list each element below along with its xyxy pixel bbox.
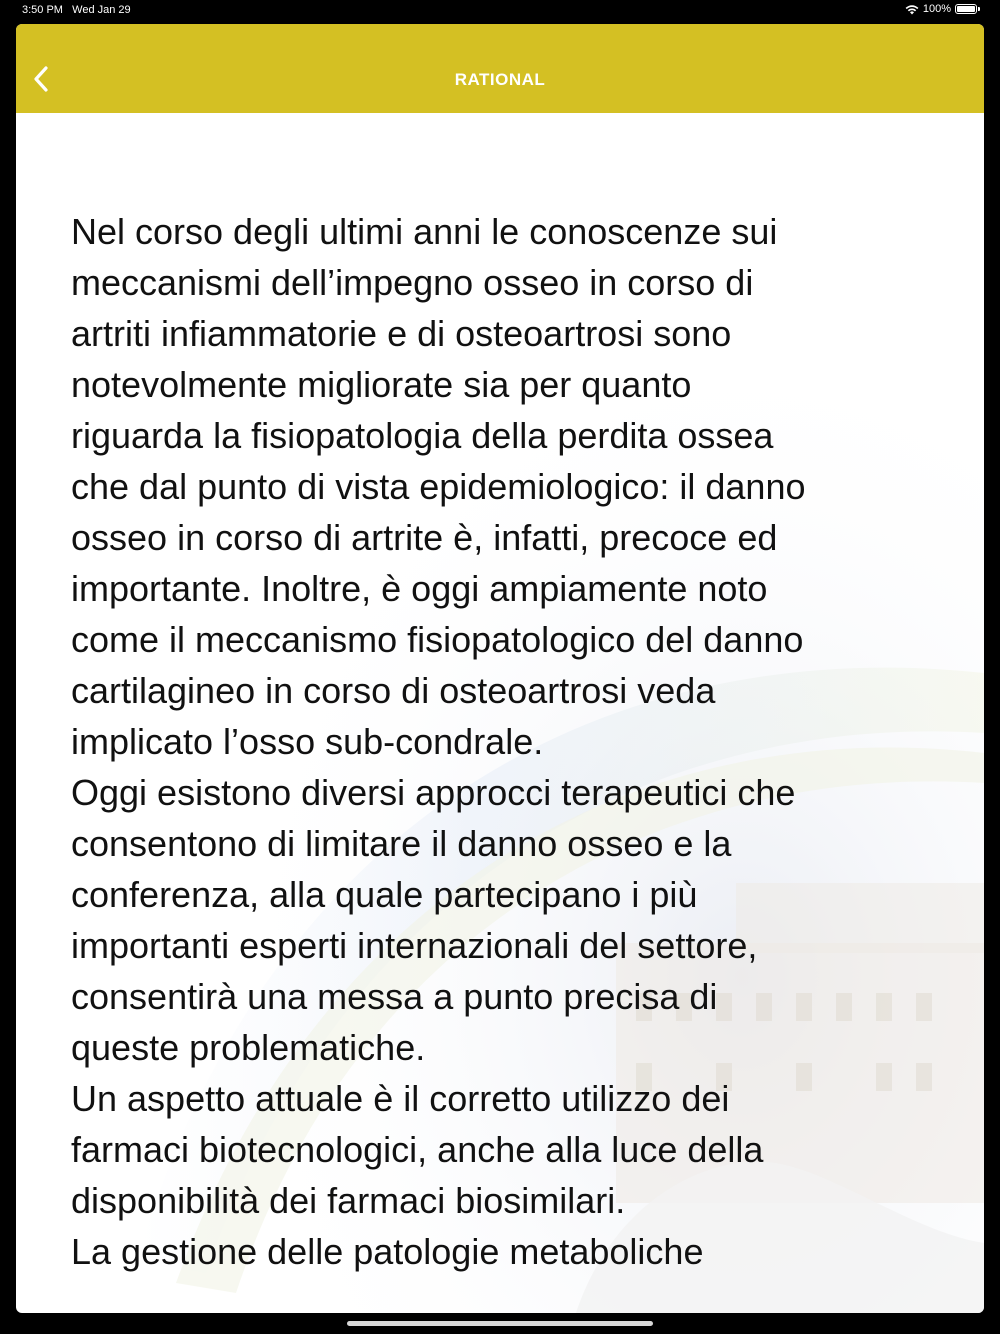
wifi-icon [905, 4, 919, 15]
content-area[interactable] [16, 113, 984, 1313]
status-time-date: 3:50 PM Wed Jan 29 [22, 4, 131, 16]
battery-percentage: 100% [922, 3, 951, 15]
battery-icon [955, 4, 980, 14]
page-title: RATIONAL [454, 70, 546, 89]
home-indicator[interactable] [347, 1321, 653, 1326]
rational-body-text: Nel corso degli ultimi anni le conoscenze sui meccanismi dell’impegno osseo in corso di artriti infiammatorie e di osteoartrosi sono notevolmente migliorate sia per quanto riguarda la fisiopatologia della perdita ossea che dal punto di vista epidemiologico: il danno osseo in corso di artrite è, infatti, precoce ed importante. Inoltre, è oggi ampiamente noto come il meccanismo fisiopatologico del danno cartilagineo in corso di osteoartrosi veda implicato l’osso sub-condrale. Oggi esistono diversi approcci terapeutici che consentono di limitare il danno osseo e la conferenza, alla quale partecipano i più importanti esperti internazionali del settore, consentirà una messa a punto precisa di queste problematiche. Un aspetto attuale è il corretto utilizzo dei farmaci biotecnologici, anche alla luce della disponibilità dei farmaci biosimilari. La gestione delle patologie metaboliche [71, 211, 806, 1272]
app-window [16, 24, 984, 1313]
status-indicators [905, 3, 980, 15]
status-bar [0, 0, 1000, 22]
navigation-bar [16, 24, 984, 113]
